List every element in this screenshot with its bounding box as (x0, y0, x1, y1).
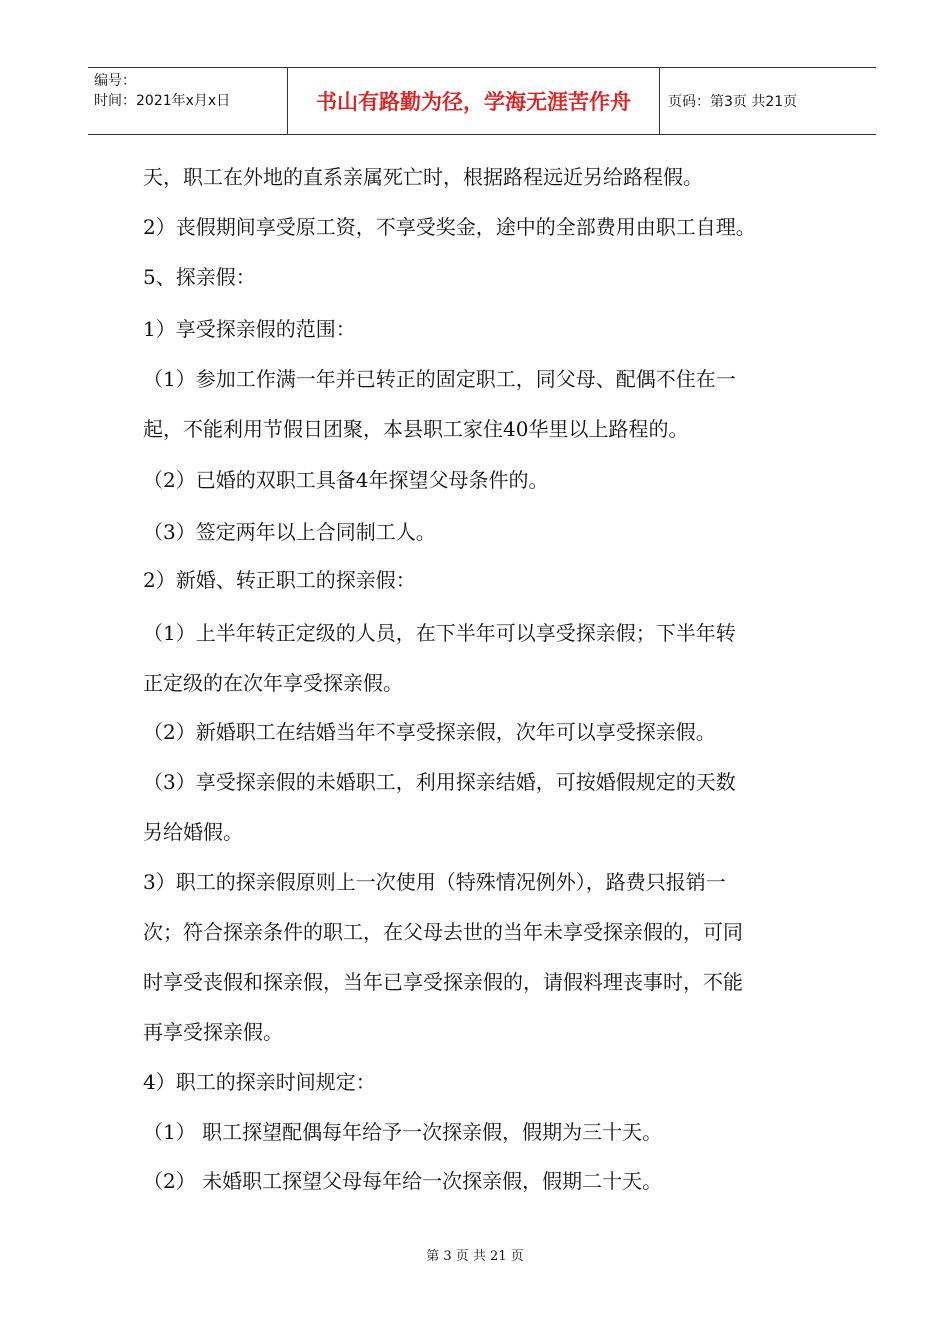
body-line: （1）上半年转正定级的人员，在下半年可以享受探亲假；下半年转 (143, 621, 736, 645)
body-line: （1）参加工作满一年并已转正的固定职工，同父母、配偶不住在一 (143, 367, 736, 391)
body-line: 另给婚假。 (143, 820, 243, 844)
body-line: 4）职工的探亲时间规定： (143, 1070, 376, 1094)
header-motto: 书山有路勤为径，学海无涯苦作舟 (288, 68, 660, 134)
document-header (88, 67, 876, 135)
page-footer: 第 3 页 共 21 页 (426, 1249, 524, 1264)
body-line: （3）签定两年以上合同制工人。 (143, 520, 436, 544)
doc-time-label: 时间：2021年x月x日 (94, 93, 231, 109)
body-line: 次；符合探亲条件的职工，在父母去世的当年未享受探亲假的，可同 (143, 920, 743, 944)
body-line: 2）新婚、转正职工的探亲假： (143, 568, 416, 592)
body-line: 5、探亲假： (143, 265, 256, 289)
body-line: （2）已婚的双职工具备4年探望父母条件的。 (143, 468, 549, 492)
body-line: 3）职工的探亲假原则上一次使用（特殊情况例外），路费只报销一 (143, 870, 726, 894)
body-line: 1）享受探亲假的范围： (143, 317, 356, 341)
body-line: 时享受丧假和探亲假，当年已享受探亲假的，请假料理丧事时，不能 (143, 970, 743, 994)
header-page-info: 页码：第3页 共21页 (668, 94, 798, 110)
header-meta-cell (88, 68, 288, 134)
body-line: （3）享受探亲假的未婚职工，利用探亲结婚，可按婚假规定的天数 (143, 770, 736, 794)
body-line: 起，不能利用节假日团聚，本县职工家住40华里以上路程的。 (143, 417, 689, 441)
body-line: 2）丧假期间享受原工资，不享受奖金，途中的全部费用由职工自理。 (143, 215, 756, 239)
body-line: 天，职工在外地的直系亲属死亡时，根据路程远近另给路程假。 (143, 165, 703, 189)
body-line: 再享受探亲假。 (143, 1020, 283, 1044)
body-line: 正定级的在次年享受探亲假。 (143, 671, 403, 695)
body-line: （2）新婚职工在结婚当年不享受探亲假，次年可以享受探亲假。 (143, 720, 716, 744)
body-line: （1） 职工探望配偶每年给予一次探亲假，假期为三十天。 (143, 1120, 663, 1144)
body-line: （2） 未婚职工探望父母每年给一次探亲假，假期二十天。 (143, 1169, 663, 1193)
doc-number-label: 编号： (94, 73, 136, 89)
